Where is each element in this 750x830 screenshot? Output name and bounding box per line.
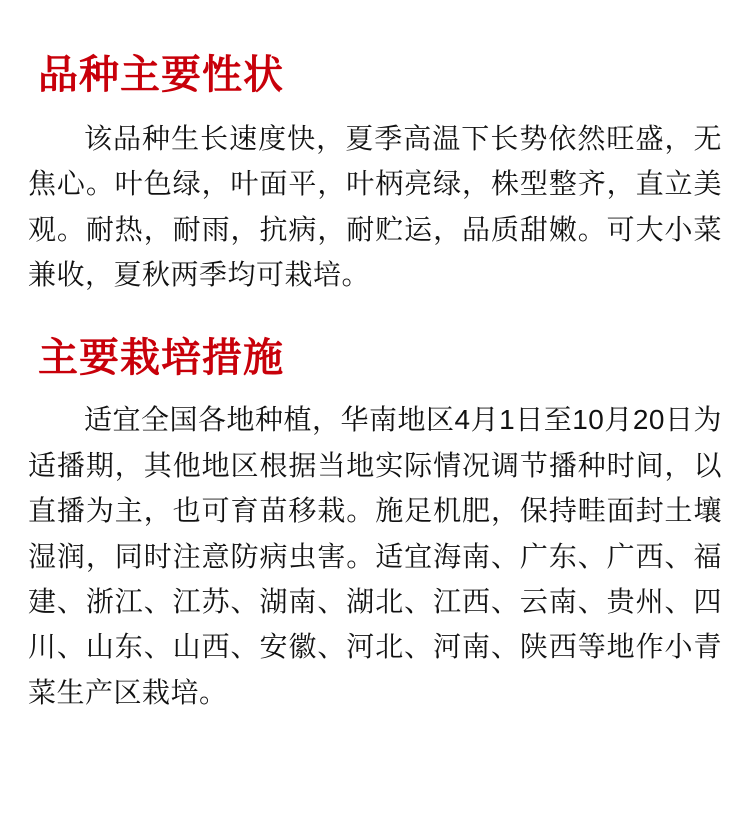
- section-body-cultivation-measures: 适宜全国各地种植，华南地区4月1日至10月20日为适播期，其他地区根据当地实际情况调节播种时间，以直播为主，也可育苗移栽。施足机肥，保持畦面封土壤湿润，同时注意防病虫害。适宜海南、广东、广西、福建、浙江、江苏、湖南、湖北、江西、云南、贵州、四川、山东、山西、安徽、河北、河南、陕西等地作小青菜生产区栽培。: [28, 404, 722, 708]
- section-spacer: [22, 297, 728, 335]
- section-variety-traits: [22, 52, 728, 297]
- section-cultivation-measures: [22, 335, 728, 715]
- section-heading-cultivation-measures: 主要栽培措施: [38, 336, 284, 381]
- section-body-variety-traits: 该品种生长速度快，夏季高温下长势依然旺盛，无焦心。叶色绿，叶面平，叶柄亮绿，株型整齐，直立美观。耐热，耐雨，抗病，耐贮运，品质甜嫩。可大小菜兼收，夏秋两季均可栽培。: [28, 123, 722, 291]
- section-heading-variety-traits: 品种主要性状: [38, 53, 284, 97]
